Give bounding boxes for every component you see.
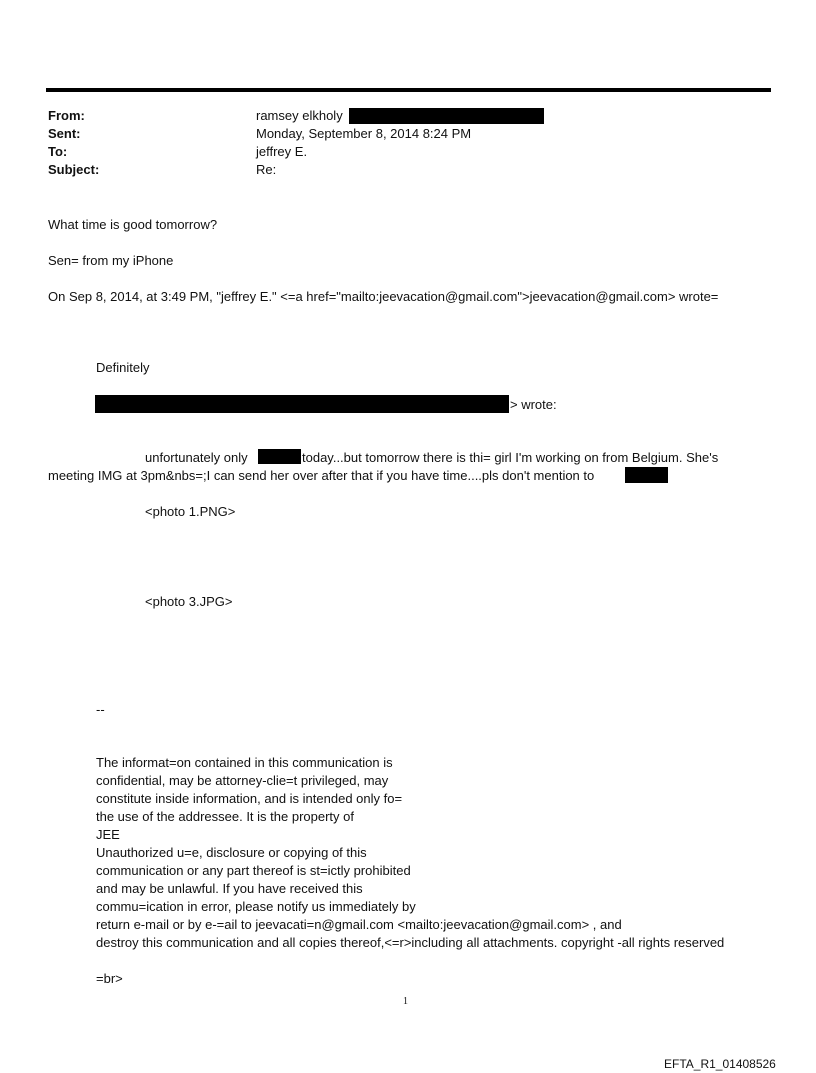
message-question: What time is good tomorrow? (48, 217, 218, 232)
subject-value: Re: (256, 162, 277, 177)
from-value: ramsey elkholy (256, 108, 343, 123)
disclaimer-line: confidential, may be attorney-clie=t privileged, may (96, 773, 389, 788)
page-number: 1 (403, 996, 408, 1007)
disclaimer-line: JEE (96, 827, 120, 842)
disclaimer-line: and may be unlawful. If you have received this (96, 881, 363, 896)
redaction-quoted-sender (95, 395, 509, 413)
sent-from-line: Sen= from my iPhone (48, 253, 174, 268)
br-tag-line: =br> (96, 971, 123, 986)
quoted-wrote: > wrote: (510, 397, 557, 412)
signature-separator: -- (96, 702, 105, 717)
reply-definitely: Definitely (96, 360, 150, 375)
subject-label: Subject: (48, 162, 100, 177)
sent-label: Sent: (48, 126, 81, 141)
disclaimer-line: communication or any part thereof is st=ictly prohibited (96, 863, 411, 878)
sent-value: Monday, September 8, 2014 8:24 PM (256, 126, 472, 141)
disclaimer-line: Unauthorized u=e, disclosure or copying of this (96, 845, 367, 860)
redaction-name-1 (258, 449, 301, 464)
disclaimer-line: return e-mail or by e-=ail to jeevacati=n@gmail.com <mailto:jeevacation@gmail.com> , and (96, 917, 622, 932)
quoted-line-1b: today...but tomorrow there is thi= girl I'm working on from Belgium. She's (302, 450, 719, 465)
quoted-line-1a: unfortunately only (145, 450, 248, 465)
disclaimer-line: destroy this communication and all copies thereof,<=r>including all attachments. copyright -all rights reserved (96, 935, 725, 950)
disclaimer-line: the use of the addressee. It is the property of (96, 809, 354, 824)
redaction-name-2 (625, 467, 668, 483)
bates-number: EFTA_R1_01408526 (664, 1057, 776, 1071)
attachment-photo-3: <photo 3.JPG> (145, 594, 233, 609)
quote-attribution: On Sep 8, 2014, at 3:49 PM, "jeffrey E." <=a href="mailto:jeevacation@gmail.com">jeevacation@gmail.com> wrote= (48, 289, 719, 304)
quoted-line-2: meeting IMG at 3pm&nbs=;I can send her over after that if you have time....pls don't mention to (48, 468, 595, 483)
to-label: To: (48, 144, 68, 159)
redaction-from-email (349, 108, 544, 124)
header-rule (46, 88, 771, 92)
from-label: From: (48, 108, 85, 123)
disclaimer-line: The informat=on contained in this communication is (96, 755, 393, 770)
disclaimer-line: commu=ication in error, please notify us immediately by (96, 899, 416, 914)
disclaimer-line: constitute inside information, and is intended only fo= (96, 791, 403, 806)
attachment-photo-1: <photo 1.PNG> (145, 504, 236, 519)
to-value: jeffrey E. (256, 144, 308, 159)
